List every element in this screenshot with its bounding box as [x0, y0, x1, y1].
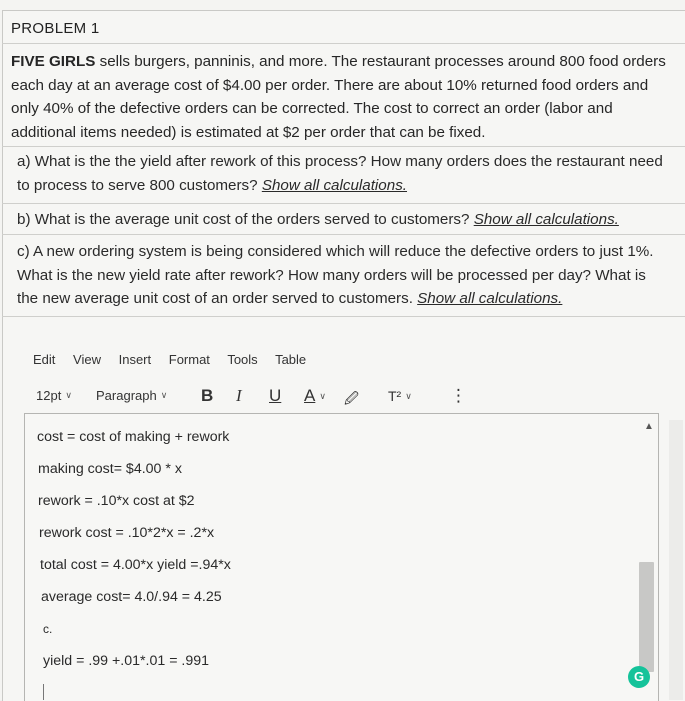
- more-options-icon[interactable]: ⋮: [450, 386, 467, 405]
- chevron-down-icon: ∨: [65, 390, 72, 400]
- question-b-divider: [2, 234, 685, 235]
- chevron-down-icon: ∨: [160, 390, 168, 400]
- company-name: FIVE GIRLS: [11, 53, 96, 70]
- show-calculations-c: Show all calculations.: [417, 290, 563, 307]
- editor-line: c.: [43, 622, 53, 636]
- block-style-select[interactable]: Paragraph ∨: [96, 388, 168, 403]
- chevron-down-icon: ∨: [319, 391, 326, 401]
- text-cursor: [43, 684, 44, 700]
- text-color-icon: A: [304, 386, 316, 405]
- italic-button[interactable]: I: [236, 386, 242, 405]
- editor-scrollbar-track[interactable]: [669, 420, 683, 700]
- question-c: c) A new ordering system is being considered which will reduce the defective orders to just 1%. What is the new yield rate after rework? How many orders will be processed per day? What is the new average unit cost of an order served to customers. Show all calculations.: [17, 243, 654, 307]
- editor-menubar: [33, 352, 320, 367]
- superscript-button[interactable]: [388, 388, 412, 404]
- editor-line: total cost = 4.00*x yield =.94*x: [40, 557, 231, 573]
- menu-view[interactable]: View: [73, 352, 101, 367]
- bold-button[interactable]: B: [201, 386, 214, 405]
- font-size-select[interactable]: 12pt ∨: [36, 388, 72, 403]
- question-a-divider: [2, 203, 685, 204]
- problem-intro-text: sells burgers, panninis, and more. The restaurant processes around 800 food orders each day at an average cost of $4.00 per order. There are about 10% returned food orders and only 40% of the defective orders can be corrected. The cost to correct an order (labor and additional items needed) is estimated at $2 per order that can be fixed.: [11, 53, 666, 141]
- underline-button[interactable]: U: [269, 386, 282, 405]
- question-c-divider: [2, 316, 685, 317]
- title-divider: [2, 43, 685, 44]
- grammarly-icon[interactable]: G: [628, 666, 650, 688]
- chevron-down-icon: ∨: [405, 391, 412, 401]
- show-calculations-b: Show all calculations.: [473, 211, 619, 228]
- text-color-button[interactable]: [304, 386, 326, 406]
- menu-edit[interactable]: Edit: [33, 352, 56, 367]
- menu-table[interactable]: Table: [275, 352, 307, 367]
- editor-line: cost = cost of making + rework: [37, 429, 230, 445]
- editor-line: average cost= 4.0/.94 = 4.25: [41, 589, 222, 605]
- menu-format[interactable]: Format: [168, 352, 210, 367]
- editor-line: making cost= $4.00 * x: [38, 461, 182, 477]
- intro-divider: [2, 146, 685, 147]
- editor-line: rework = .10*x cost at $2: [38, 493, 195, 509]
- superscript-icon: T²: [388, 388, 402, 404]
- show-calculations-a: Show all calculations.: [261, 176, 408, 194]
- problem-title: PROBLEM 1: [11, 20, 100, 37]
- editor-line: yield = .99 +.01*.01 = .991: [43, 653, 210, 669]
- editor-scrollbar-thumb[interactable]: [639, 562, 654, 672]
- highlight-icon: 🖉: [344, 390, 359, 406]
- question-a: a) What is the the yield after rework of this process? How many orders does the restaurant need to process to serve 800 customers? Show all calculations.: [17, 153, 663, 194]
- scroll-up-icon[interactable]: ▲: [644, 421, 654, 432]
- editor-line: rework cost = .10*2*x = .2*x: [39, 525, 215, 541]
- problem-intro: [11, 50, 671, 144]
- question-b: b) What is the average unit cost of the orders served to customers? Show all calculations.: [17, 211, 619, 228]
- menu-tools[interactable]: Tools: [227, 352, 258, 367]
- menu-insert[interactable]: Insert: [118, 352, 152, 367]
